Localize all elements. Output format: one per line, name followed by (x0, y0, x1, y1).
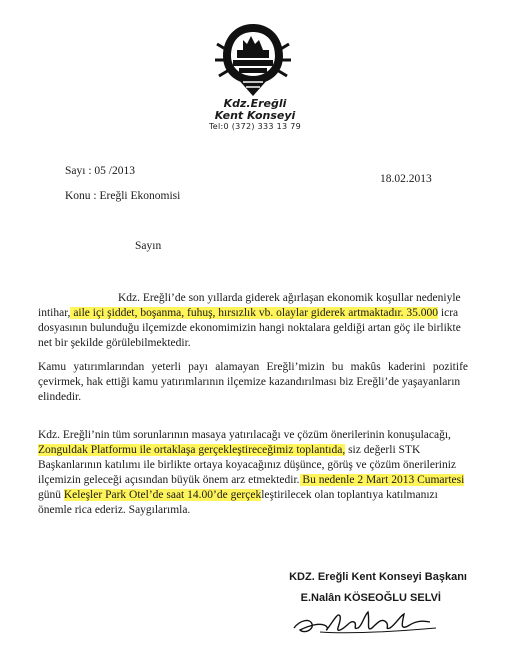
p2-line-1: Kamu yatırımlarından yeterli payı alamayan Ereğli’mizin bu makûs kaderini pozitife (38, 361, 468, 373)
p3-highlight-date: Bu nedenle 2 Mart 2013 Cumartesi (299, 474, 465, 486)
signature-name: E.Nalân KÖSEOĞLU SELVİ (300, 592, 441, 604)
p3-highlight-venue: Keleşler Park Otel’de saat 14.00’de gerçek (63, 489, 262, 501)
paragraph-1 (38, 291, 468, 351)
p3-line-2 (38, 443, 468, 458)
salutation: Sayın (135, 240, 162, 252)
document-number: Sayı : 05 /2013 (65, 165, 135, 177)
p1-line-2-post: icra (438, 307, 459, 319)
paragraph-2 (38, 360, 468, 405)
p3-line-6: önemle rica ederiz. Saygılarımla. (38, 504, 191, 516)
kent-konseyi-logo-icon (213, 20, 293, 102)
org-name-line2: Kent Konseyi (214, 109, 296, 122)
document-subject: Konu : Ereğli Ekonomisi (65, 190, 181, 202)
p1-line-2 (38, 306, 468, 321)
p3-highlight-platform: Zonguldak Platformu ile ortaklaşa gerçekleştireceğimiz toplantıda, (38, 444, 346, 456)
p2-line-2: çevirmek, hak ettiği kamu yatırımlarının ilçemize kazandırılması biz Ereğli’de yaşayanların (38, 376, 461, 388)
p3-line-4 (38, 473, 468, 488)
p3-line-5-pre: günü (38, 489, 64, 501)
p3-line-2-post: siz değerli STK (345, 444, 421, 456)
p1-line-2-pre: intihar, (38, 307, 71, 319)
signature-title: KDZ. Ereğli Kent Konseyi Başkanı (289, 571, 467, 583)
handwritten-signature-icon (290, 602, 440, 640)
org-name-line1: Kdz.Ereğli (223, 97, 287, 110)
p1-line-4: net bir şekilde görülebilmektedir. (38, 337, 191, 349)
p2-line-3: elindedir. (38, 391, 82, 403)
p1-highlight: aile içi şiddet, boşanma, fuhuş, hırsızlık vb. olaylar giderek artmaktadır. 35.000 (70, 307, 439, 319)
p1-line-1: Kdz. Ereğli’de son yıllarda giderek ağırlaşan ekonomik koşullar nedeniyle (118, 292, 461, 304)
org-phone: Tel:0 (372) 333 13 79 (208, 122, 302, 131)
p3-line-5 (38, 488, 468, 503)
p3-line-4-pre: ilçemizin geleceği açısından büyük önem arz etmektedir. (38, 474, 300, 486)
p1-line-3: dosyasının bulunduğu ilçemizde ekonomimizin hangi noktalara geldiği artan göç ile birlikte (38, 322, 461, 334)
p3-line-5-post: leştirilecek olan toplantıya katılmanızı (261, 489, 438, 501)
document-date: 18.02.2013 (380, 173, 432, 185)
p3-line-1: Kdz. Ereğli’nin tüm sorunlarının masaya yatırılacağı ve çözüm önerilerinin konuşulacağı, (38, 429, 451, 441)
paragraph-3 (38, 428, 468, 518)
p3-line-3: Başkanlarının katılımı ile birlikte ortaya koyacağınız düşünce, görüş ve çözüm önerileriniz (38, 459, 457, 471)
